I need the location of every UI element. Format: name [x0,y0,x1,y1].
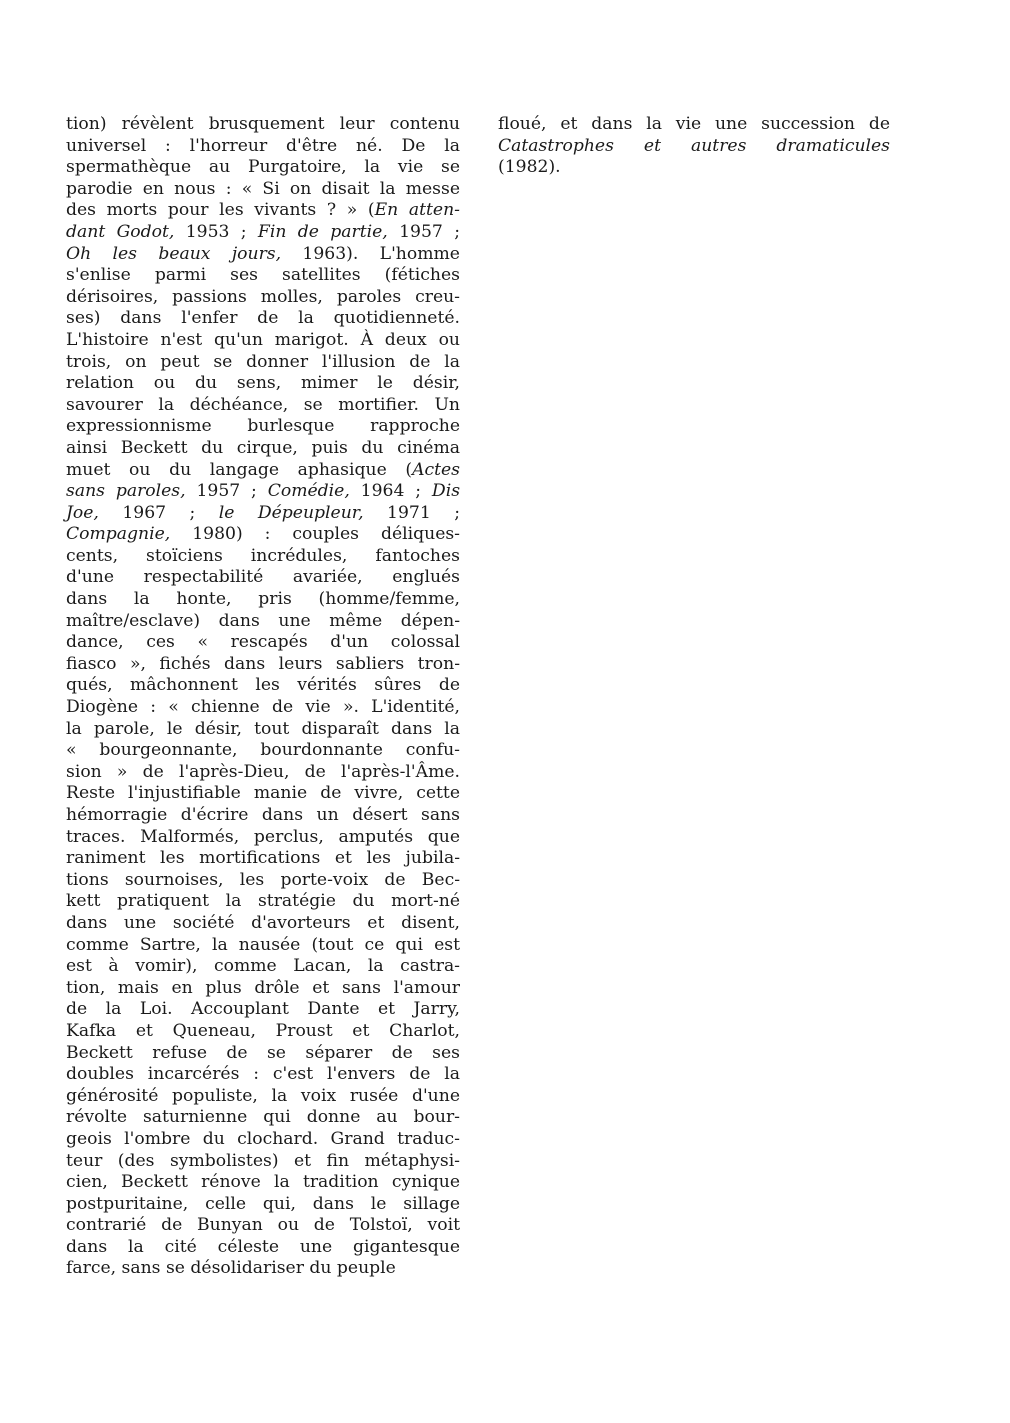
text-line [66,654,460,676]
body-text: geois l'ombre du clochard. Grand traduc- [66,1128,460,1149]
body-text: fiasco », fichés dans leurs sabliers tron- [66,653,460,674]
text-line [66,136,460,158]
body-text: 1980) : couples déliques- [170,524,460,545]
body-text: Diogène : « chienne de vie ». L'identité, [66,697,460,718]
body-text: sion » de l'après-Dieu, de l'après-l'Âme. [66,761,460,782]
text-line [66,740,460,762]
body-text: ainsi Beckett du cirque, puis du cinéma [66,437,460,458]
body-text: « bourgeonnante, bourdonnante confu- [66,740,460,761]
text-line [66,524,460,546]
body-text: révolte saturnienne qui donne au bour- [66,1107,460,1128]
italic-title-text: Comédie, [267,481,350,502]
italic-title-text: Dis [431,481,461,502]
body-text: traces. Malformés, perclus, amputés que [66,826,460,847]
text-line [66,287,460,309]
body-text: relation ou du sens, mimer le désir, [66,373,460,394]
text-line [66,675,460,697]
text-line [66,1129,460,1151]
body-text: teur (des symbolistes) et fin métaphysi- [66,1150,460,1171]
body-text: farce, sans se désolidariser du peuple [66,1258,396,1279]
text-line [66,416,460,438]
text-line [66,373,460,395]
body-text: trois, on peut se donner l'illusion de la [66,351,460,372]
body-text: qués, mâchonnent les vérités sûres de [66,675,460,696]
body-text: dérisoires, passions molles, paroles creu- [66,286,460,307]
body-text: 1967 ; [98,502,219,523]
body-text: cien, Beckett rénove la tradition cynique [66,1172,460,1193]
italic-title-text: Oh les beaux jours, [66,243,282,264]
body-text: muet ou du langage aphasique ( [66,459,413,480]
text-line [66,719,460,741]
text-column-left [66,114,460,1280]
body-text: Reste l'injustifiable manie de vivre, cette [66,783,460,804]
text-line [66,200,460,222]
body-text: dans la cité céleste une gigantesque [66,1236,460,1257]
body-text: s'enlise parmi ses satellites (fétiches [66,265,460,286]
body-text: la parole, le désir, tout disparaît dans la [66,718,460,739]
italic-title-text: Joe, [66,502,99,523]
body-text: savourer la déchéance, se mortifier. Un [66,394,460,415]
text-line [66,589,460,611]
body-text: tion) révèlent brusquement leur contenu [66,114,460,134]
text-line [66,697,460,719]
text-line [66,330,460,352]
body-text: 1963). L'homme [281,243,460,264]
text-line [66,848,460,870]
text-line [66,913,460,935]
text-line [66,1107,460,1129]
text-line [66,632,460,654]
body-text: 1957 ; [185,481,268,502]
text-line [66,1151,460,1173]
body-text: raniment les mortifications et les jubila- [66,848,460,869]
body-text: L'histoire n'est qu'un marigot. À deux ou [66,329,460,350]
italic-title-text: Fin de partie, [257,221,388,242]
text-line [66,1064,460,1086]
body-text: tions sournoises, les porte-voix de Bec- [66,869,460,890]
body-text: kett pratiquent la stratégie du mort-né [66,891,460,912]
body-text: parodie en nous : « Si on disait la messe [66,178,460,199]
text-line [498,136,890,158]
text-line [66,244,460,266]
body-text: Kafka et Queneau, Proust et Charlot, [66,1020,460,1041]
text-line [66,978,460,1000]
body-text: 1964 ; [349,481,432,502]
text-line [66,481,460,503]
text-line [66,114,460,136]
body-text: universel : l'horreur d'être né. De la [66,135,460,156]
body-text: (1982). [498,157,561,178]
italic-title-text: sans paroles, [66,481,186,502]
text-line [66,352,460,374]
body-text: floué, et dans la vie une succession de [498,114,890,134]
text-line [66,1021,460,1043]
body-text: d'une respectabilité avariée, englués [66,567,460,588]
text-line [66,1043,460,1065]
text-line [66,308,460,330]
body-text: postpuritaine, celle qui, dans le sillage [66,1193,460,1214]
text-line [66,935,460,957]
body-text: 1971 ; [363,502,460,523]
body-text: Beckett refuse de se séparer de ses [66,1042,460,1063]
body-text: 1953 ; [174,221,258,242]
body-text: dans la honte, pris (homme/femme, [66,589,460,610]
text-line [498,114,890,136]
body-text: contrarié de Bunyan ou de Tolstoï, voit [66,1215,460,1236]
body-text: dans une société d'avorteurs et disent, [66,912,460,933]
text-line [66,999,460,1021]
text-line [66,395,460,417]
text-line [66,762,460,784]
body-text: cents, stoïciens incrédules, fantoches [66,545,460,566]
text-line [66,611,460,633]
text-line [66,1258,460,1280]
text-line [498,157,890,179]
body-text: générosité populiste, la voix rusée d'une [66,1085,460,1106]
body-text: tion, mais en plus drôle et sans l'amour [66,977,460,998]
text-column-right [498,114,890,179]
text-line [66,567,460,589]
body-text: de la Loi. Accouplant Dante et Jarry, [66,999,460,1020]
text-line [66,157,460,179]
text-line [66,891,460,913]
text-line [66,1194,460,1216]
body-text: comme Sartre, la nausée (tout ce qui est [66,934,460,955]
italic-title-text: En atten- [374,200,460,221]
text-line [66,1086,460,1108]
text-line [66,460,460,482]
text-line [66,438,460,460]
body-text: est à vomir), comme Lacan, la castra- [66,956,460,977]
body-text: doubles incarcérés : c'est l'envers de la [66,1064,460,1085]
text-line [66,870,460,892]
text-line [66,805,460,827]
body-text: ses) dans l'enfer de la quotidienneté. [66,308,460,329]
italic-title-text: Actes [412,459,460,480]
italic-title-text: Compagnie, [66,524,171,545]
body-text: 1957 ; [387,221,460,242]
text-line [66,1172,460,1194]
body-text: maître/esclave) dans une même dépen- [66,610,460,631]
text-line [66,222,460,244]
text-line [66,179,460,201]
body-text: spermathèque au Purgatoire, la vie se [66,157,460,178]
body-text: hémorragie d'écrire dans un désert sans [66,805,460,825]
body-text: des morts pour les vivants ? » ( [66,200,375,221]
italic-title-text: Catastrophes et autres dramaticules [498,135,890,156]
italic-title-text: le Dépeupleur, [218,502,364,523]
text-line [66,1215,460,1237]
text-line [66,503,460,525]
body-text: dance, ces « rescapés d'un colossal [66,632,460,653]
text-line [66,956,460,978]
text-line [66,546,460,568]
italic-title-text: dant Godot, [66,221,175,242]
text-line [66,1237,460,1259]
text-line [66,265,460,287]
body-text: expressionnisme burlesque rapproche [66,416,460,437]
text-line [66,783,460,805]
text-line [66,827,460,849]
